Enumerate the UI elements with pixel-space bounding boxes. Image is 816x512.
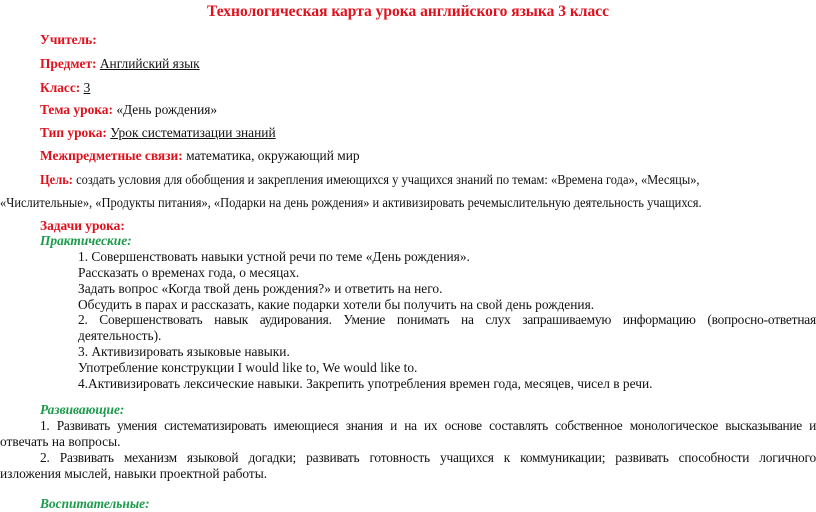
interdisciplinary-row	[40, 148, 360, 164]
subject-row	[40, 56, 200, 72]
practical-line: Обсудить в парах и рассказать, какие подарки хотели бы получить на свой день рождения.	[78, 297, 595, 312]
grade-row	[40, 80, 90, 96]
teacher-row	[40, 32, 97, 48]
subject-value: Английский язык	[99, 56, 200, 71]
teacher-label: Учитель:	[40, 32, 97, 47]
developmental-line: 2. Развивать механизм языковой догадки; развивать готовность учащихся к коммуникации; развивать способности логичного	[40, 450, 816, 465]
developmental-line: отвечать на вопросы.	[0, 434, 121, 449]
educational-label: Воспитательные:	[40, 496, 150, 511]
grade-value: 3	[83, 80, 91, 95]
developmental-line: 1. Развивать умения систематизировать имеющиеся знания и на их основе составлять собственное монологическое высказывание и	[40, 418, 816, 433]
tasks-label: Задачи урока:	[40, 218, 125, 233]
topic-label: Тема урока:	[40, 102, 113, 117]
interdisciplinary-value: математика, окружающий мир	[186, 148, 360, 163]
practical-line: Употребление конструкции I would like to, We would like to.	[78, 360, 418, 375]
practical-line: 3. Активизировать языковые навыки.	[78, 344, 290, 359]
grade-label: Класс:	[40, 80, 81, 95]
goal-row	[40, 172, 700, 188]
topic-value: «День рождения»	[116, 102, 218, 117]
practical-line: Рассказать о временах года, о месяцах.	[78, 265, 300, 280]
practical-line: 4.Активизировать лексические навыки. Закрепить употребления времен года, месяцев, чисел в речи.	[78, 376, 653, 391]
subject-label: Предмет:	[40, 56, 97, 71]
goal-line-1: создать условия для обобщения и закрепления имеющихся у учащихся знаний по темам: «Времена года», «Месяцы»,	[76, 172, 700, 187]
practical-line: деятельность).	[78, 328, 162, 343]
lesson-type-row	[40, 125, 276, 141]
developmental-label: Развивающие:	[40, 402, 125, 417]
practical-line: Задать вопрос «Когда твой день рождения?» и ответить на него.	[78, 281, 443, 296]
document-title: Технологическая карта урока английского языка 3 класс	[206, 3, 609, 20]
goal-line-2: «Числительные», «Продукты питания», «Подарки на день рождения» и активизировать речемыслительную деятельность учащихся.	[0, 195, 702, 210]
interdisciplinary-label: Межпредметные связи:	[40, 148, 183, 163]
practical-line: 1. Совершенствовать навыки устной речи по теме «День рождения».	[78, 249, 470, 264]
practical-line: 2. Совершенствовать навык аудирования. Умение понимать на слух запрашиваемую информацию (вопросно-ответная	[78, 312, 816, 327]
lesson-type-label: Тип урока:	[40, 125, 107, 140]
lesson-type-value: Урок систематизации знаний	[110, 125, 276, 140]
goal-label: Цель:	[40, 172, 73, 187]
practical-label: Практические:	[40, 233, 132, 248]
developmental-line: изложения мыслей, навыки проектной работы.	[0, 466, 268, 481]
topic-row	[40, 102, 217, 118]
